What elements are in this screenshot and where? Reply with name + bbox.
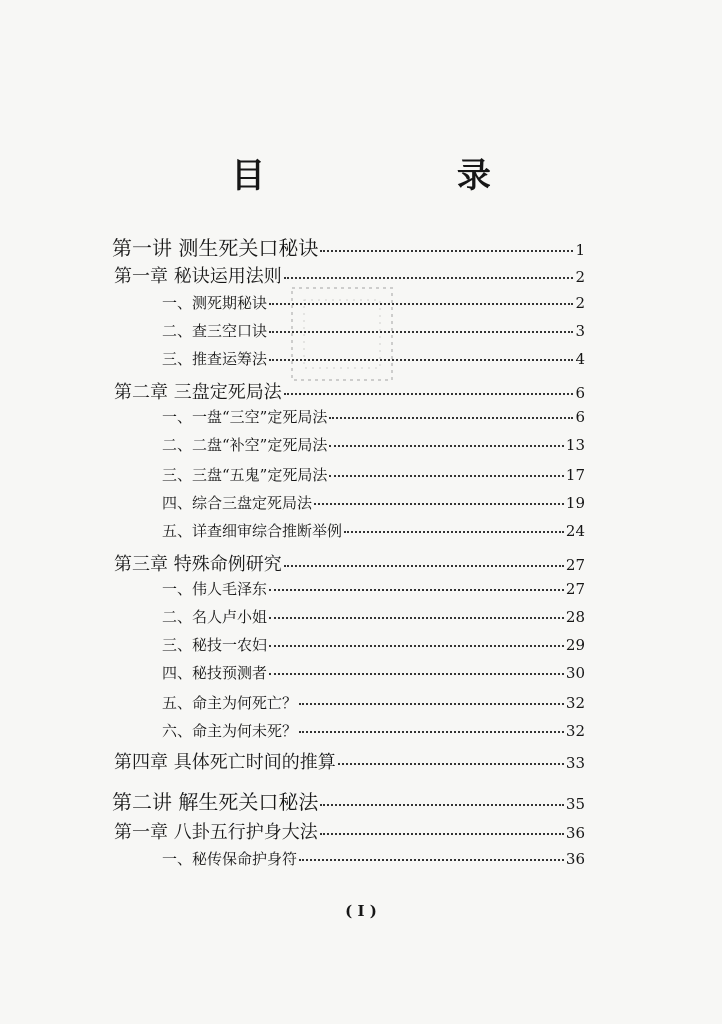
- toc-entry: [162, 578, 585, 599]
- toc-entry: [162, 662, 585, 683]
- toc-entry-label: 第二讲 解生死关口秘法: [112, 790, 319, 814]
- toc-entry-label: 五、命主为何死亡？: [162, 694, 298, 712]
- toc-entry-page: 32: [565, 722, 585, 740]
- toc-entry-label: 第一章 八卦五行护身大法: [114, 822, 318, 843]
- dot-leader: [269, 331, 573, 333]
- dot-leader: [269, 589, 564, 591]
- dot-leader: [269, 303, 573, 305]
- dot-leader: [329, 475, 564, 477]
- toc-entry-label: 一、一盘“三空”定死局法: [162, 408, 328, 426]
- toc-entry-label: 一、秘传保命护身符: [162, 850, 298, 868]
- toc-entry-page: 29: [565, 636, 585, 654]
- toc-entry: [162, 520, 585, 541]
- dot-leader: [329, 417, 573, 419]
- toc-entry: [162, 406, 585, 427]
- dot-leader: [269, 617, 564, 619]
- dot-leader: [299, 731, 564, 733]
- toc-entry-page: 36: [565, 824, 585, 842]
- toc-entry-page: 3: [575, 322, 585, 340]
- toc-entry-page: 17: [565, 466, 585, 484]
- toc-entry: [162, 606, 585, 627]
- dot-leader: [344, 531, 564, 533]
- dot-leader: [269, 673, 564, 675]
- toc-entry-label: 三、秘技一农妇: [162, 636, 268, 654]
- toc-entry-page: 4: [575, 350, 585, 368]
- dot-leader: [284, 393, 574, 395]
- toc-entry-label: 一、测死期秘诀: [162, 294, 268, 312]
- toc-entry: [162, 848, 585, 869]
- toc-entry: [114, 378, 585, 404]
- toc-entry-label: 第四章 具体死亡时间的推算: [114, 752, 336, 773]
- dot-leader: [284, 565, 564, 567]
- toc-entry: [112, 786, 585, 815]
- toc-entry: [114, 748, 585, 774]
- toc-entry-page: 19: [565, 494, 585, 512]
- toc-entry: [162, 720, 585, 741]
- toc-entry-label: 二、查三空口诀: [162, 322, 268, 340]
- page-title: 目 录: [231, 156, 581, 196]
- toc-entry-label: 第二章 三盘定死局法: [114, 382, 282, 403]
- toc-entry-label: 六、命主为何未死？: [162, 722, 298, 740]
- toc-entry-page: 36: [565, 850, 585, 868]
- toc-entry-page: 1: [575, 241, 585, 259]
- dot-leader: [314, 503, 564, 505]
- toc-entry-page: 6: [575, 384, 585, 402]
- toc-entry-page: 28: [565, 608, 585, 626]
- dot-leader: [269, 645, 564, 647]
- toc-entry-label: 四、综合三盘定死局法: [162, 494, 313, 512]
- toc-entry-label: 三、三盘“五鬼”定死局法: [162, 466, 328, 484]
- toc-entry-label: 四、秘技预测者: [162, 664, 268, 682]
- dot-leader: [338, 763, 564, 765]
- toc-entry: [162, 634, 585, 655]
- toc-entry: [162, 492, 585, 513]
- toc-entry: [162, 292, 585, 313]
- toc-entry-label: 第三章 特殊命例研究: [114, 554, 282, 575]
- page-number-footer: ( I ): [345, 902, 377, 920]
- toc-entry-page: 2: [575, 268, 585, 286]
- dot-leader: [269, 359, 573, 361]
- toc-entry: [114, 818, 585, 844]
- toc-entry: [162, 320, 585, 341]
- dot-leader: [329, 445, 564, 447]
- toc-entry-label: 第一章 秘诀运用法则: [114, 266, 282, 287]
- dot-leader: [299, 703, 564, 705]
- dot-leader: [284, 277, 574, 279]
- toc-entry: [162, 464, 585, 485]
- dot-leader: [320, 804, 564, 806]
- toc-entry-page: 33: [565, 754, 585, 772]
- toc-entry-label: 二、名人卢小姐: [162, 608, 268, 626]
- toc-entry-page: 27: [565, 556, 585, 574]
- toc-entry-page: 13: [565, 436, 585, 454]
- toc-entry-label: 第一讲 测生死关口秘诀: [112, 236, 319, 260]
- toc-entry: [114, 550, 585, 576]
- toc-entry-page: 6: [575, 408, 585, 426]
- toc-entry-page: 35: [565, 795, 585, 813]
- toc-entry-page: 24: [565, 522, 585, 540]
- toc-entry-page: 27: [565, 580, 585, 598]
- toc-entry: [162, 692, 585, 713]
- toc-entry-label: 三、推查运筹法: [162, 350, 268, 368]
- toc-entry-label: 二、二盘“补空”定死局法: [162, 436, 328, 454]
- toc-entry: [112, 232, 585, 261]
- toc-entry: [114, 262, 585, 288]
- toc-entry-label: 五、详查细审综合推断举例: [162, 522, 343, 540]
- toc-entry-page: 32: [565, 694, 585, 712]
- toc-entry: [162, 348, 585, 369]
- toc-entry-label: 一、伟人毛泽东: [162, 580, 268, 598]
- dot-leader: [320, 833, 564, 835]
- dot-leader: [320, 250, 573, 252]
- toc-entry-page: 30: [565, 664, 585, 682]
- toc-entry-page: 2: [575, 294, 585, 312]
- toc-entry: [162, 434, 585, 455]
- dot-leader: [299, 859, 564, 861]
